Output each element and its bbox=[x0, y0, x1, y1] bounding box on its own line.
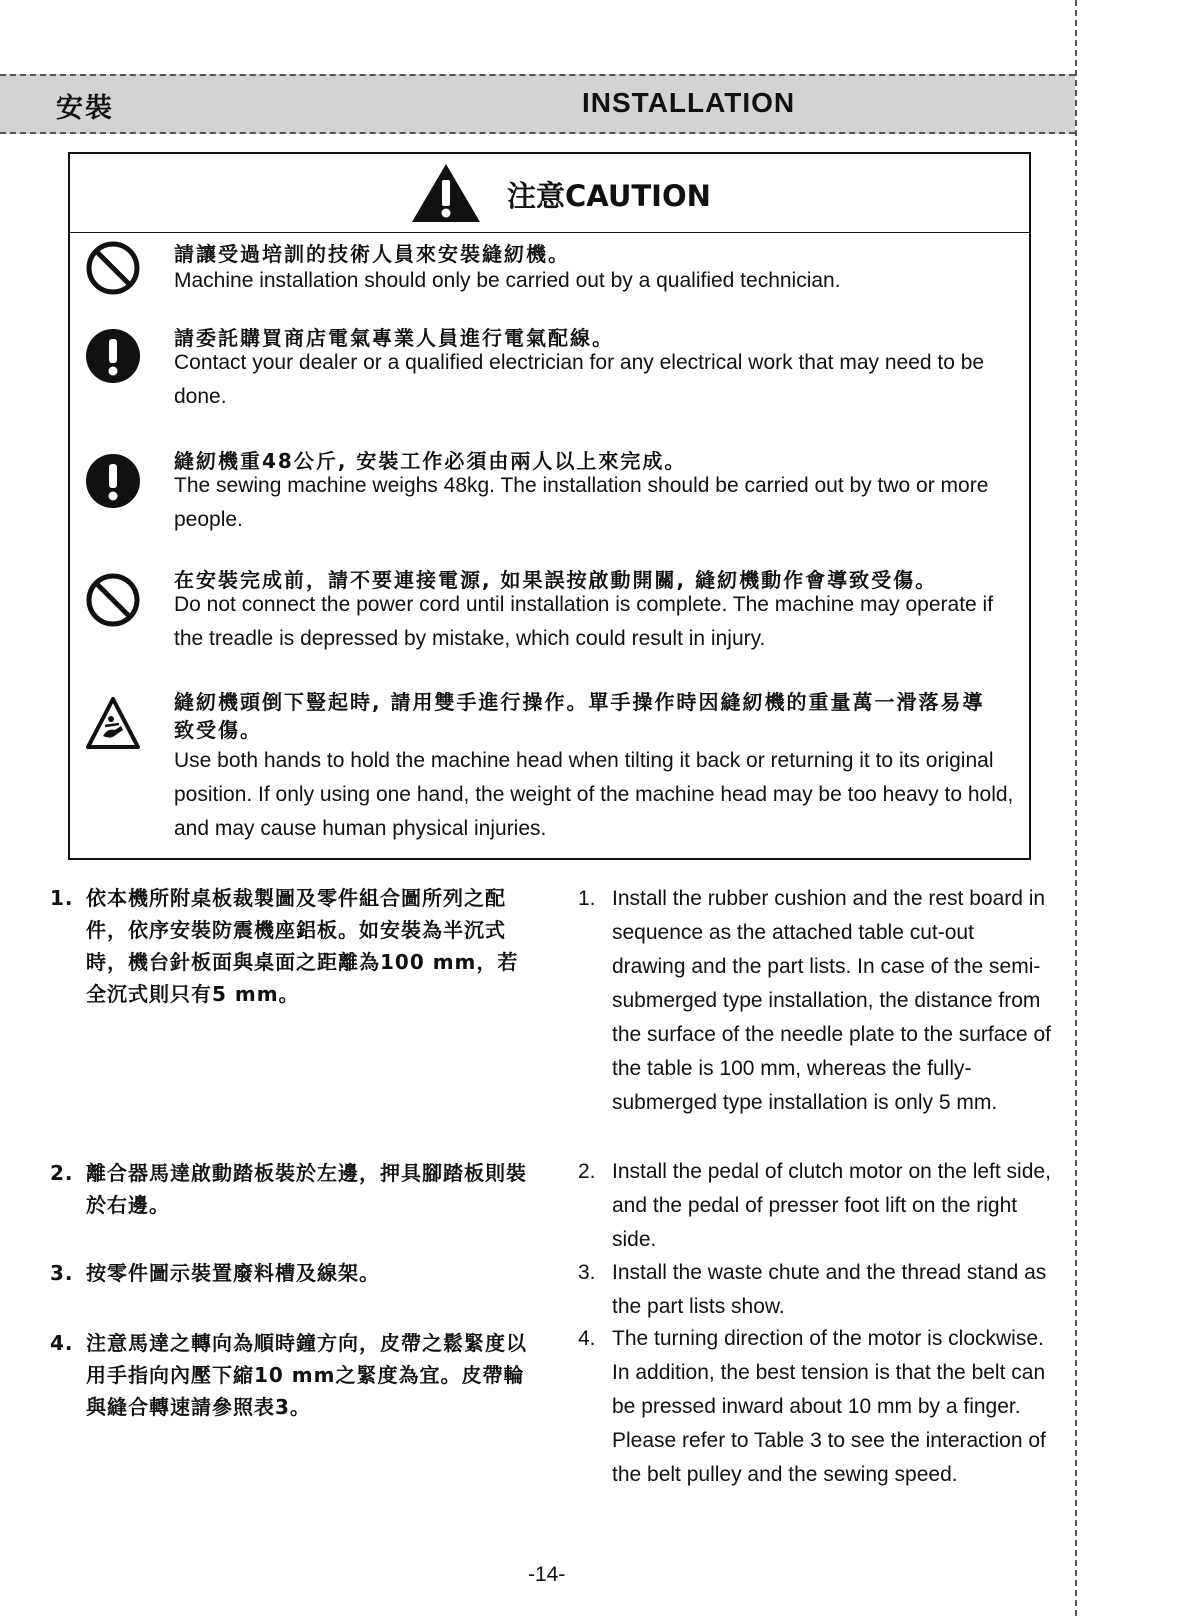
section-header bbox=[0, 74, 1075, 134]
step-text: 離合器馬達啟動踏板裝於左邊，押具腳踏板則裝於右邊。 bbox=[86, 1161, 527, 1217]
step-text: 注意馬達之轉向為順時鐘方向，皮帶之鬆緊度以用手指向內壓下縮10 mm之緊度為宜。皮帶輪與縫合轉速請參照表3。 bbox=[86, 1331, 527, 1419]
caution-text-en: Do not connect the power cord until installation is complete. The machine may operate if the treadle is depressed by mistake, which could result in injury. bbox=[174, 593, 994, 650]
step-number: 1. bbox=[578, 887, 596, 910]
warning-triangle-icon bbox=[410, 162, 482, 224]
step-text: Install the waste chute and the thread stand as the part lists show. bbox=[612, 1261, 1047, 1318]
caution-text-zh: 請委託購買商店電氣專業人員進行電氣配線。 bbox=[174, 326, 614, 350]
caution-text-zh: 在安裝完成前，請不要連接電源, 如果誤按啟動開關, 縫紉機動作會導致受傷。 bbox=[174, 568, 938, 592]
hand-pinch-warning-icon bbox=[85, 696, 141, 752]
mandatory-icon bbox=[85, 453, 141, 509]
step-text: Install the pedal of clutch motor on the left side, and the pedal of presser foot lift on the right side. bbox=[612, 1160, 1051, 1251]
page-number: -14- bbox=[528, 1563, 566, 1586]
caution-header bbox=[70, 154, 1029, 233]
step-number: 3. bbox=[50, 1261, 74, 1285]
right-cut-line bbox=[1075, 0, 1077, 1616]
step-number: 2. bbox=[50, 1161, 74, 1185]
caution-text-en: Machine installation should only be carried out by a qualified technician. bbox=[174, 269, 841, 292]
header-title-zh: 安裝 bbox=[56, 93, 114, 124]
step-number: 4. bbox=[578, 1327, 596, 1350]
caution-text-zh: 請讓受過培訓的技術人員來安裝縫紉機。 bbox=[174, 242, 570, 266]
header-title-en: INSTALLATION bbox=[582, 87, 796, 118]
prohibition-icon bbox=[85, 572, 141, 628]
step-text: The turning direction of the motor is clockwise. In addition, the best tension is that the belt can be pressed inward about 10 mm by a finger. Please refer to Table 3 to see the interaction of the belt pulley and the sewing speed. bbox=[612, 1327, 1046, 1486]
caution-box bbox=[68, 152, 1031, 860]
mandatory-icon bbox=[85, 328, 141, 384]
caution-text-zh: 縫紉機頭倒下豎起時, 請用雙手進行操作。單手操作時因縫紉機的重量萬一滑落易導致受傷。 bbox=[174, 690, 985, 742]
prohibition-icon bbox=[85, 240, 141, 296]
step-number: 2. bbox=[578, 1160, 596, 1183]
caution-text-en: Contact your dealer or a qualified electrician for any electrical work that may need to be done. bbox=[174, 351, 985, 408]
step-number: 3. bbox=[578, 1261, 596, 1284]
caution-title: 注意CAUTION bbox=[507, 179, 711, 213]
caution-text-zh: 縫紉機重48公斤, 安裝工作必須由兩人以上來完成。 bbox=[174, 449, 687, 473]
step-number: 4. bbox=[50, 1331, 74, 1355]
step-text: Install the rubber cushion and the rest board in sequence as the attached table cut-out drawing and the part lists. In case of the semi-submerged type installation, the distance from the surface of the needle plate to the surface of the table is 100 mm, whereas the fully-submerged type installation is only 5 mm. bbox=[612, 887, 1051, 1114]
step-text: 依本機所附桌板裁製圖及零件組合圖所列之配件，依序安裝防震機座鋁板。如安裝為半沉式時，機台針板面與桌面之距離為100 mm，若全沉式則只有5 mm。 bbox=[86, 886, 519, 1006]
caution-text-en: Use both hands to hold the machine head when tilting it back or returning it to its original position. If only using one hand, the weight of the machine head may be too heavy to hold, and may cause human physical injuries. bbox=[174, 749, 1014, 840]
caution-text-en: The sewing machine weighs 48kg. The installation should be carried out by two or more people. bbox=[174, 474, 989, 531]
step-text: 按零件圖示裝置廢料槽及線架。 bbox=[86, 1261, 380, 1285]
step-number: 1. bbox=[50, 886, 74, 910]
